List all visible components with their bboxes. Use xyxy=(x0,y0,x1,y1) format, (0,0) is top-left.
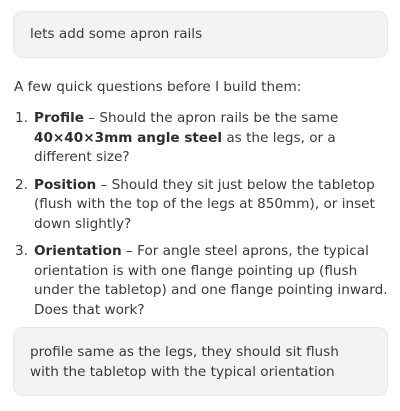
question-title: Profile xyxy=(34,110,84,126)
question-item-position xyxy=(0,176,392,235)
user-message-text: lets add some apron rails xyxy=(30,26,203,42)
assistant-intro: A few quick questions before I build them: xyxy=(14,79,302,95)
question-number: 2. xyxy=(15,176,28,193)
assistant-question-list xyxy=(0,109,392,328)
question-item-orientation xyxy=(0,242,392,320)
user-message-bubble xyxy=(13,11,388,58)
question-item-profile xyxy=(0,109,392,168)
question-number: 1. xyxy=(15,110,28,126)
question-bold-phrase: 40×40×3mm angle steel xyxy=(34,129,223,146)
question-number: 3. xyxy=(15,243,28,259)
question-text: – Should the apron rails be the same xyxy=(83,110,339,126)
user-message-text: profile same as the legs, they should sit flush with the tabletop with the typical orientation xyxy=(30,344,339,380)
question-title: Orientation xyxy=(34,243,122,259)
question-text: as the legs, or a different size? xyxy=(34,129,336,165)
user-message-bubble xyxy=(13,327,388,396)
question-text: – Should they sit just below the tabletop (flush with the top of the legs at 850mm), or inset down slightly? xyxy=(34,176,375,232)
question-title: Position xyxy=(34,176,97,193)
question-text: – For angle steel aprons, the typical orientation is with one flange pointing up (flush under the tabletop) and one flange pointing inward. Does that work? xyxy=(34,243,388,318)
